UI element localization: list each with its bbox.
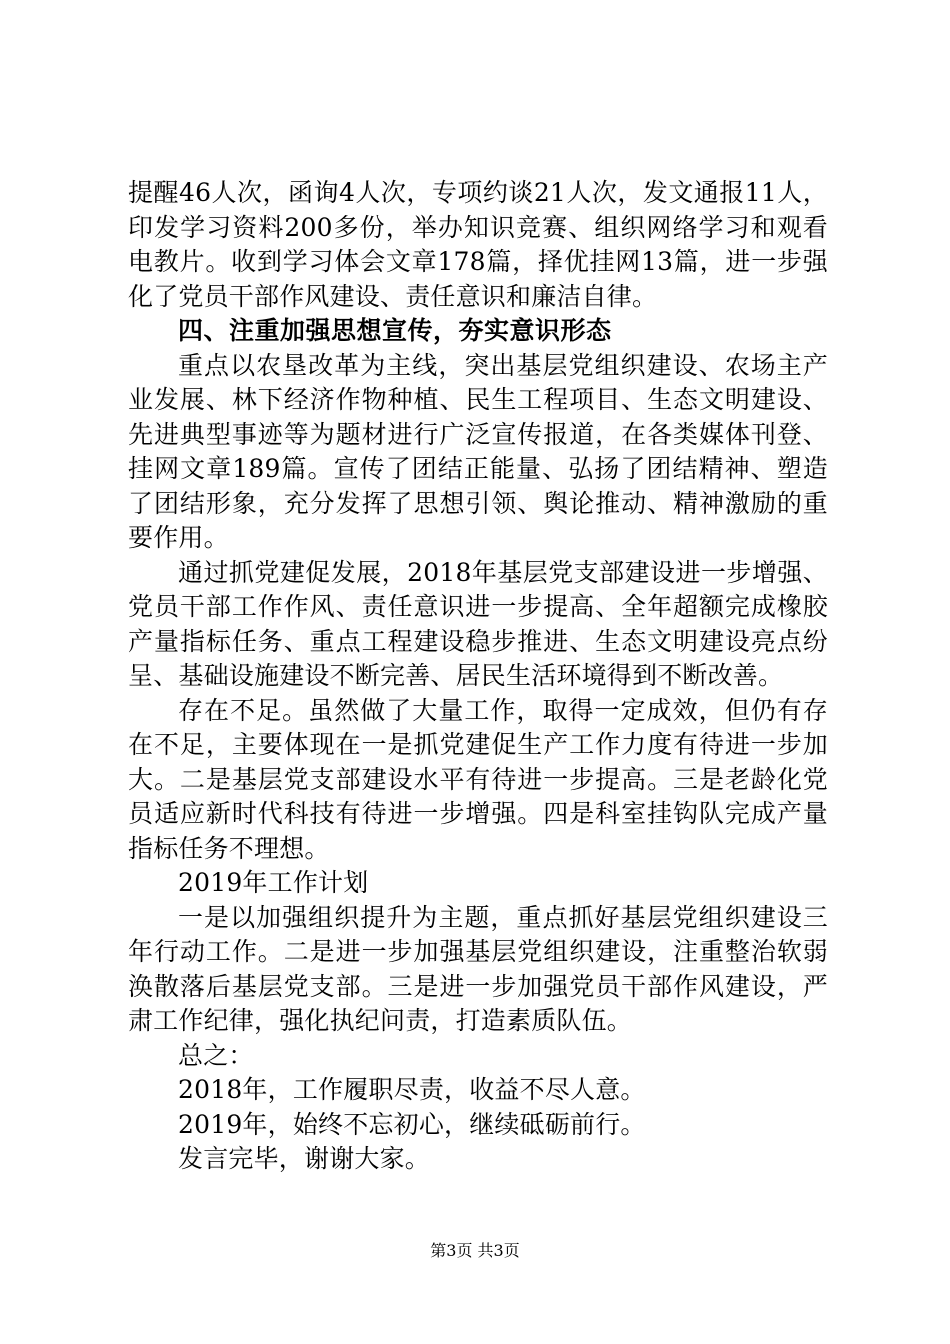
document-body — [128, 176, 828, 1177]
paragraph-plan-title: 2019年工作计划 — [178, 868, 369, 897]
paragraph-shortcomings: 存在不足。虽然做了大量工作，取得一定成效，但仍有存在不足，主要体现在一是抓党建促生产工作力度有待进一步加大。二是基层党支部建设水平有待进一步提高。三是老龄化党员适应新时代科技有待进一步增强。四是科室挂钩队完成产量指标任务不理想。 — [128, 695, 828, 863]
paragraph-achievements: 通过抓党建促发展，2018年基层党支部建设进一步增强、党员干部工作作风、责任意识进一步提高、全年超额完成橡胶产量指标任务、重点工程建设稳步推进、生态文明建设亮点纷呈、基础设施建设不断完善、居民生活环境得到不断改善。 — [128, 557, 828, 690]
paragraph-summary-label: 总之： — [178, 1040, 254, 1070]
paragraph-discipline-stats: 提醒46人次，函询4人次，专项约谈21人次，发文通报11人，印发学习资料200多份，举办知识竞赛、组织网络学习和观看电教片。收到学习体会文章178篇，择优挂网13篇，进一步强化了党员干部作风建设、责任意识和廉洁自律。 — [128, 178, 828, 311]
section-heading-four: 四、注重加强思想宣传，夯实意识形态 — [178, 316, 612, 345]
paragraph-plan-details: 一是以加强组织提升为主题，重点抓好基层党组织建设三年行动工作。二是进一步加强基层党组织建设，注重整治软弱涣散落后基层党支部。三是进一步加强党员干部作风建设，严肃工作纪律，强化执纪问责，打造素质队伍。 — [128, 902, 828, 1035]
paragraph-closing: 发言完毕，谢谢大家。 — [178, 1144, 431, 1173]
paragraph-summary-2019: 2019年，始终不忘初心，继续砥砺前行。 — [178, 1109, 646, 1139]
paragraph-summary-2018: 2018年，工作履职尽责，收益不尽人意。 — [178, 1075, 646, 1104]
page-number-footer: 第3页 共3页 — [430, 1241, 520, 1260]
paragraph-publicity: 重点以农垦改革为主线，突出基层党组织建设、农场主产业发展、林下经济作物种植、民生工程项目、生态文明建设、先进典型事迹等为题材进行广泛宣传报道，在各类媒体刊登、挂网文章189篇。宣传了团结正能量、弘扬了团结精神、塑造了团结形象，充分发挥了思想引领、舆论推动、精神激励的重要作用。 — [128, 350, 828, 552]
